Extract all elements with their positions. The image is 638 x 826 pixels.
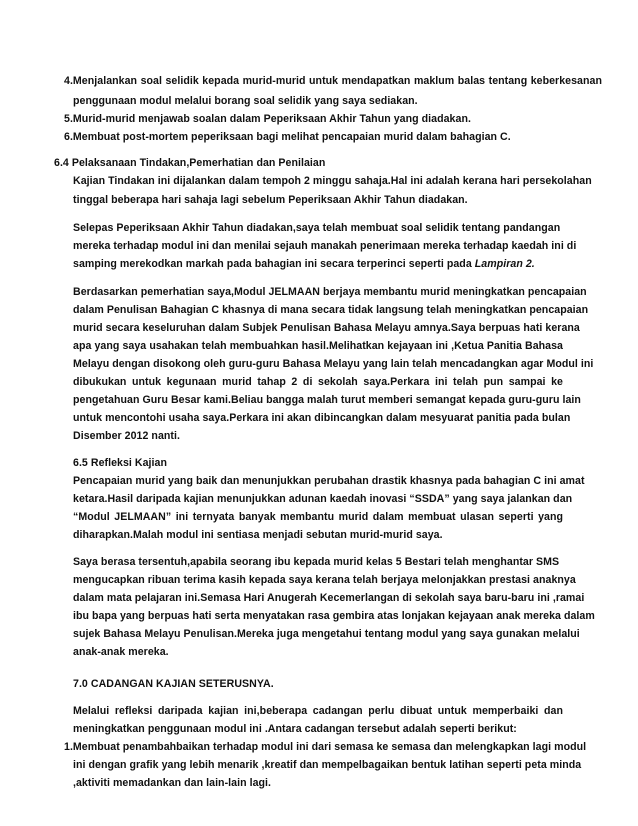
paragraph-line: Disember 2012 nanti. — [73, 430, 180, 442]
list-item-4-continuation: penggunaan modul melalui borang soal selidik yang saya sediakan. — [73, 95, 418, 107]
lampiran-reference: Lampiran 2. — [474, 258, 535, 270]
paragraph-line: Kajian Tindakan ini dijalankan dalam tempoh 2 minggu sahaja.Hal ini adalah kerana hari persekolahan — [73, 175, 592, 187]
list-item-1-continuation: ini dengan grafik yang lebih menarik ,kreatif dan mempelbagaikan bentuk latihan seperti peta minda — [73, 759, 582, 771]
paragraph-line: dibukukan untuk kegunaan murid tahap 2 di sekolah saya.Perkara ini telah pun sampai ke — [73, 376, 563, 388]
section-heading-7-0: 7.0 CADANGAN KAJIAN SETERUSNYA. — [73, 678, 274, 690]
list-item-5: 5.Murid-murid menjawab soalan dalam Peperiksaan Akhir Tahun yang diadakan. — [64, 113, 471, 125]
list-item-1-continuation: ,aktiviti memadankan dan lain-lain lagi. — [73, 777, 272, 789]
paragraph-line: Pencapaian murid yang baik dan menunjukkan perubahan drastik khasnya pada bahagian C ini amat — [73, 475, 585, 487]
paragraph-line — [73, 258, 535, 271]
list-item-4: 4.Menjalankan soal selidik kepada murid-murid untuk mendapatkan maklum balas tentang keberkesanan — [64, 75, 602, 87]
paragraph-line: Melayu dengan disokong oleh guru-guru Bahasa Melayu yang lain telah mencadangkan agar Modul ini — [73, 358, 594, 370]
paragraph-line: pengetahuan Guru Besar kami.Beliau bangga malah turut memberi semangat kepada guru-guru lain — [73, 394, 581, 406]
paragraph-line: sujek Bahasa Melayu Penulisan.Mereka juga mengetahui tentang modul yang saya gunakan melalui — [73, 628, 580, 640]
paragraph-line: apa yang saya usahakan telah membuahkan hasil.Melihatkan kejayaan ini ,Ketua Panitia Bahasa — [73, 340, 563, 352]
paragraph-line: dalam Penulisan Bahagian C khasnya di mana secara tidak langsung telah meningkatkan pencapaian — [73, 304, 589, 316]
paragraph-line: diharapkan.Malah modul ini sentiasa menjadi sebutan murid-murid saya. — [73, 529, 443, 541]
paragraph-line: mereka terhadap modul ini dan menilai sejauh manakah penerimaan mereka terhadap kaedah ini di — [73, 240, 577, 252]
paragraph-line: Berdasarkan pemerhatian saya,Modul JELMAAN berjaya membantu murid meningkatkan pencapaian — [73, 286, 587, 298]
paragraph-line: Melalui refleksi daripada kajian ini,beberapa cadangan perlu dibuat untuk memperbaiki dan — [73, 705, 563, 717]
paragraph-line: anak-anak mereka. — [73, 646, 169, 658]
paragraph-line: tinggal beberapa hari sahaja lagi sebelum Peperiksaan Akhir Tahun diadakan. — [73, 194, 468, 206]
paragraph-line: mengucapkan ribuan terima kasih kepada saya kerana telah berjaya melonjakkan prestasi anaknya — [73, 574, 576, 586]
paragraph-line: ketara.Hasil daripada kajian menunjukkan adunan kaedah inovasi “SSDA” yang saya jalankan dan — [73, 493, 573, 505]
paragraph-line: Saya berasa tersentuh,apabila seorang ibu kepada murid kelas 5 Bestari telah menghantar SMS — [73, 556, 560, 568]
section-heading-6-5: 6.5 Refleksi Kajian — [73, 457, 167, 469]
section-heading-6-4: 6.4 Pelaksanaan Tindakan,Pemerhatian dan Penilaian — [54, 157, 326, 169]
list-item-1: 1.Membuat penambahbaikan terhadap modul ini dari semasa ke semasa dan melengkapkan lagi modul — [64, 741, 587, 753]
paragraph-line: dalam mata pelajaran ini.Semasa Hari Anugerah Kecemerlangan di sekolah saya baru-baru ini ,ramai — [73, 592, 585, 604]
paragraph-line: Selepas Peperiksaan Akhir Tahun diadakan,saya telah membuat soal selidik tentang pandangan — [73, 222, 561, 234]
paragraph-line: murid secara keseluruhan dalam Subjek Penulisan Bahasa Melayu amnya.Saya berpuas hati kerana — [73, 322, 580, 334]
paragraph-line: ibu bapa yang berpuas hati serta menyatakan rasa gembira atas lonjakan kejayaan anak mereka dalam — [73, 610, 595, 622]
paragraph-line: untuk mencontohi usaha saya.Perkara ini akan dibincangkan dalam mesyuarat panitia pada bulan — [73, 412, 571, 424]
paragraph-text: samping merekodkan markah pada bahagian ini secara terperinci seperti pada — [73, 258, 475, 270]
paragraph-line: meningkatkan penggunaan modul ini .Antara cadangan tersebut adalah seperti berikut: — [73, 723, 517, 735]
paragraph-line: “Modul JELMAAN” ini ternyata banyak membantu murid dalam membuat ulasan seperti yang — [73, 511, 563, 523]
list-item-6: 6.Membuat post-mortem peperiksaan bagi melihat pencapaian murid dalam bahagian C. — [64, 131, 511, 143]
